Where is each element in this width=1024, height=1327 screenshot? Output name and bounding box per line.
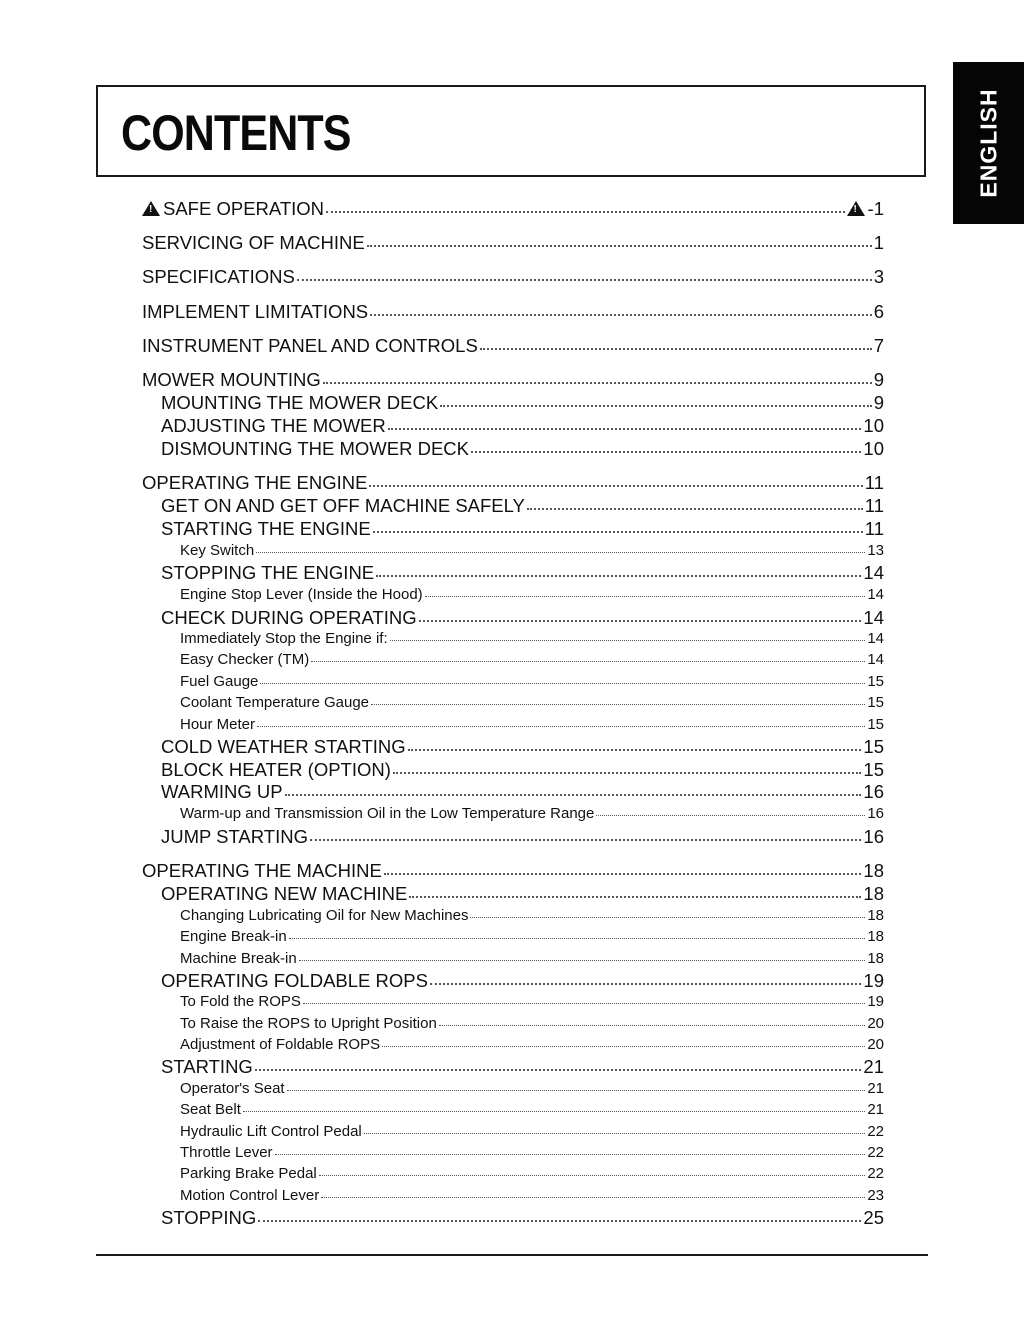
toc-entry[interactable] xyxy=(142,907,884,924)
toc-entry-text: SPECIFICATIONS xyxy=(142,266,295,287)
toc-page-number xyxy=(865,518,884,540)
toc-page-text: 11 xyxy=(864,495,884,516)
toc-entry[interactable] xyxy=(142,1207,884,1229)
toc-page-number xyxy=(867,630,884,647)
toc-page-text: 18 xyxy=(863,883,884,904)
toc-page-number xyxy=(867,1101,884,1118)
toc-entry-label xyxy=(180,805,594,822)
toc-entry-text: DISMOUNTING THE MOWER DECK xyxy=(161,438,469,459)
toc-entry-label xyxy=(161,736,406,758)
dot-leader xyxy=(243,1111,865,1112)
toc-entry-label xyxy=(142,860,382,882)
toc-page-number xyxy=(847,198,884,220)
toc-entry-text: MOUNTING THE MOWER DECK xyxy=(161,392,439,413)
dot-leader xyxy=(527,508,863,510)
toc-entry-label xyxy=(180,716,255,733)
toc-page-text: 16 xyxy=(867,805,884,822)
toc-page-text: 19 xyxy=(867,993,884,1010)
toc-entry-text: BLOCK HEATER (OPTION) xyxy=(161,759,391,780)
toc-entry-text: OPERATING FOLDABLE ROPS xyxy=(161,970,428,991)
toc-entry-label xyxy=(180,928,287,945)
dot-leader xyxy=(260,683,865,684)
dot-leader xyxy=(285,794,862,796)
toc-page-text: 11 xyxy=(864,518,884,539)
dot-leader xyxy=(256,552,865,553)
dot-leader xyxy=(471,451,861,453)
toc-entry-text: To Raise the ROPS to Upright Position xyxy=(180,1015,437,1032)
toc-entry[interactable] xyxy=(142,883,884,905)
toc-page-number xyxy=(867,928,884,945)
toc-entry[interactable] xyxy=(142,392,884,414)
dot-leader xyxy=(257,726,865,727)
toc-entry-label xyxy=(161,562,374,584)
dot-leader xyxy=(321,1197,865,1198)
toc-entry-label xyxy=(161,781,283,803)
dot-leader xyxy=(319,1175,866,1176)
toc-page-text: 22 xyxy=(867,1123,884,1140)
toc-page-number xyxy=(867,694,884,711)
toc-entry[interactable] xyxy=(142,198,884,220)
toc-entry[interactable] xyxy=(142,950,884,967)
toc-page-text: 20 xyxy=(867,1015,884,1032)
toc-entry[interactable] xyxy=(142,970,884,992)
toc-page-text: 15 xyxy=(863,736,884,757)
toc-page-number xyxy=(867,716,884,733)
toc-entry-text: To Fold the ROPS xyxy=(180,993,301,1010)
toc-entry-label xyxy=(161,392,438,414)
toc-page-text: 18 xyxy=(863,860,884,881)
toc-entry[interactable] xyxy=(142,369,884,391)
toc-entry[interactable] xyxy=(142,1080,884,1097)
dot-leader xyxy=(408,749,862,751)
toc-page-text: 18 xyxy=(867,928,884,945)
toc-entry-text: Seat Belt xyxy=(180,1101,241,1118)
dot-leader xyxy=(297,279,872,281)
toc-entry-label xyxy=(180,907,468,924)
dot-leader xyxy=(255,1069,862,1071)
toc-entry-label xyxy=(180,993,301,1010)
toc-entry-label xyxy=(180,1036,380,1053)
toc-entry[interactable] xyxy=(142,993,884,1010)
toc-entry[interactable] xyxy=(142,805,884,822)
toc-page-number xyxy=(863,826,884,848)
toc-page-text: 9 xyxy=(873,392,884,413)
toc-entry-text: OPERATING THE ENGINE xyxy=(142,472,368,493)
toc-page-number xyxy=(865,472,884,494)
toc-entry[interactable] xyxy=(142,607,884,629)
toc-entry-text: JUMP STARTING xyxy=(161,826,308,847)
toc-page-text: 23 xyxy=(867,1187,884,1204)
toc-entry-label xyxy=(161,518,371,540)
toc-entry-text: Hydraulic Lift Control Pedal xyxy=(180,1123,362,1140)
toc-page-text: 15 xyxy=(867,694,884,711)
dot-leader xyxy=(470,917,865,918)
toc-entry-text: Throttle Lever xyxy=(180,1144,273,1161)
toc-entry-label xyxy=(142,198,324,220)
toc-entry-text: WARMING UP xyxy=(161,781,283,802)
dot-leader xyxy=(440,405,872,407)
toc-page-text: 14 xyxy=(867,651,884,668)
toc-page-text: 15 xyxy=(867,716,884,733)
toc-entry-label xyxy=(161,495,525,517)
toc-page-text: 21 xyxy=(867,1080,884,1097)
toc-entry[interactable] xyxy=(142,518,884,540)
toc-page-text: 7 xyxy=(873,335,884,356)
toc-page-text: 18 xyxy=(867,950,884,967)
toc-page-number xyxy=(867,1015,884,1032)
toc-page-text: 16 xyxy=(863,826,884,847)
dot-leader xyxy=(393,772,862,774)
toc-entry[interactable] xyxy=(142,415,884,437)
toc-entry-label xyxy=(180,1144,273,1161)
toc-page-number xyxy=(874,335,884,357)
toc-entry-text: SAFE OPERATION xyxy=(163,198,325,219)
toc-page-number xyxy=(863,883,884,905)
toc-entry[interactable] xyxy=(142,1101,884,1118)
toc-entry-label xyxy=(180,1187,319,1204)
toc-page-text: 13 xyxy=(867,542,884,559)
toc-page-number xyxy=(863,415,884,437)
toc-entry[interactable] xyxy=(142,1036,884,1053)
toc-entry[interactable] xyxy=(142,495,884,517)
dot-leader xyxy=(303,1003,865,1004)
toc-page-text: 3 xyxy=(873,266,884,287)
dot-leader xyxy=(369,485,862,487)
toc-page-number xyxy=(867,950,884,967)
dot-leader xyxy=(275,1154,866,1155)
toc-entry[interactable] xyxy=(142,860,884,882)
toc-page-text: 9 xyxy=(873,369,884,390)
toc-entry[interactable] xyxy=(142,232,884,254)
toc-entry[interactable] xyxy=(142,1187,884,1204)
toc-entry-label xyxy=(161,415,386,437)
toc-entry-text: Hour Meter xyxy=(180,716,256,733)
toc-entry-label xyxy=(180,651,309,668)
toc-page-text: 22 xyxy=(867,1144,884,1161)
toc-page-number xyxy=(867,805,884,822)
warning-triangle-icon xyxy=(847,201,865,216)
toc-entry-label xyxy=(161,607,417,629)
toc-page-text: 19 xyxy=(863,970,884,991)
toc-entry-label xyxy=(180,586,423,603)
toc-entry-label xyxy=(142,369,321,391)
toc-page-text: 16 xyxy=(863,781,884,802)
toc-entry-text: Immediately Stop the Engine if: xyxy=(180,630,388,647)
toc-page-number xyxy=(867,1123,884,1140)
dot-leader xyxy=(430,983,861,985)
toc-page-number xyxy=(863,860,884,882)
toc-entry-label xyxy=(161,970,428,992)
toc-entry[interactable] xyxy=(142,1165,884,1182)
toc-page-text: 6 xyxy=(873,301,884,322)
toc-entry-label xyxy=(142,335,478,357)
toc-page-text: 20 xyxy=(867,1036,884,1053)
toc-page-number xyxy=(867,586,884,603)
toc-page-text: 18 xyxy=(867,907,884,924)
dot-leader xyxy=(310,839,861,841)
toc-entry[interactable] xyxy=(142,266,884,288)
toc-page-number xyxy=(867,1036,884,1053)
toc-entry[interactable] xyxy=(142,301,884,323)
toc-entry-text: Fuel Gauge xyxy=(180,673,259,690)
dot-leader xyxy=(370,314,872,316)
toc-entry-label xyxy=(180,1015,437,1032)
toc-entry-text: Adjustment of Foldable ROPS xyxy=(180,1036,381,1053)
toc-page-text: 14 xyxy=(863,562,884,583)
dot-leader xyxy=(390,640,866,641)
toc-page-number xyxy=(867,1165,884,1182)
toc-entry-text: Coolant Temperature Gauge xyxy=(180,694,370,711)
toc-page-number xyxy=(867,1080,884,1097)
toc-entry-label xyxy=(161,1056,253,1078)
toc-page-number xyxy=(863,438,884,460)
dot-leader xyxy=(388,428,862,430)
toc-page-text: 10 xyxy=(863,415,884,436)
toc-page-number xyxy=(863,781,884,803)
dot-leader xyxy=(419,620,862,622)
dot-leader xyxy=(287,1090,866,1091)
toc-entry-label xyxy=(180,694,369,711)
dot-leader xyxy=(289,938,866,939)
toc-entry-label xyxy=(161,826,308,848)
toc-entry-label xyxy=(180,1101,241,1118)
toc-entry-label xyxy=(142,301,368,323)
toc-page-number xyxy=(863,759,884,781)
toc-page-text: 10 xyxy=(863,438,884,459)
toc-entry[interactable] xyxy=(142,759,884,781)
toc-entry-text: CHECK DURING OPERATING xyxy=(161,607,417,628)
page-title: CONTENTS xyxy=(121,105,351,161)
dot-leader xyxy=(311,661,865,662)
toc-entry-label xyxy=(161,438,469,460)
footer-divider xyxy=(96,1254,928,1256)
toc-page-number xyxy=(867,651,884,668)
toc-page-number xyxy=(863,1207,884,1229)
toc-entry-text: ADJUSTING THE MOWER xyxy=(161,415,386,436)
toc-page-text: -1 xyxy=(867,198,884,219)
toc-entry-text: STOPPING xyxy=(161,1207,257,1228)
toc-entry[interactable] xyxy=(142,928,884,945)
toc-entry[interactable] xyxy=(142,472,884,494)
toc-entry-label xyxy=(180,673,258,690)
toc-entry[interactable] xyxy=(142,716,884,733)
toc-entry-label xyxy=(180,950,297,967)
toc-entry-text: Motion Control Lever xyxy=(180,1187,320,1204)
toc-entry-label xyxy=(142,266,295,288)
dot-leader xyxy=(258,1220,861,1222)
dot-leader xyxy=(371,704,865,705)
toc-page-number xyxy=(863,1056,884,1078)
toc-page-number xyxy=(863,736,884,758)
toc-entry-text: MOWER MOUNTING xyxy=(142,369,321,390)
dot-leader xyxy=(480,348,872,350)
dot-leader xyxy=(326,211,845,213)
toc-page-number xyxy=(867,993,884,1010)
toc-entry-text: STARTING xyxy=(161,1056,253,1077)
toc-entry-label xyxy=(142,472,367,494)
toc-entry[interactable] xyxy=(142,694,884,711)
dot-leader xyxy=(596,815,865,816)
toc-entry[interactable] xyxy=(142,586,884,603)
toc-entry-label xyxy=(180,542,254,559)
toc-entry[interactable] xyxy=(142,335,884,357)
dot-leader xyxy=(299,960,866,961)
toc-page-text: 1 xyxy=(873,232,884,253)
toc-page-text: 21 xyxy=(867,1101,884,1118)
dot-leader xyxy=(367,245,872,247)
toc-page-number xyxy=(867,1187,884,1204)
toc-page-text: 22 xyxy=(867,1165,884,1182)
toc-entry-text: SERVICING OF MACHINE xyxy=(142,232,365,253)
toc-entry-text: IMPLEMENT LIMITATIONS xyxy=(142,301,369,322)
toc-entry-text: Operator's Seat xyxy=(180,1080,285,1097)
toc-page-number xyxy=(867,542,884,559)
language-tab xyxy=(953,62,1024,224)
toc-entry-label xyxy=(180,630,388,647)
language-tab-label: ENGLISH xyxy=(975,88,1001,198)
toc-entry-label xyxy=(161,883,407,905)
toc-page-text: 15 xyxy=(863,759,884,780)
toc-entry[interactable] xyxy=(142,562,884,584)
toc-entry-text: GET ON AND GET OFF MACHINE SAFELY xyxy=(161,495,525,516)
dot-leader xyxy=(382,1046,865,1047)
toc-page-number xyxy=(874,369,884,391)
toc-entry[interactable] xyxy=(142,651,884,668)
toc-page-number xyxy=(874,392,884,414)
toc-entry[interactable] xyxy=(142,438,884,460)
toc-entry-label xyxy=(161,1207,256,1229)
toc-entry-label xyxy=(180,1165,317,1182)
toc-page-number xyxy=(874,266,884,288)
toc-page-number xyxy=(865,495,884,517)
toc-entry-text: Changing Lubricating Oil for New Machines xyxy=(180,907,469,924)
toc-entry-text: Machine Break-in xyxy=(180,950,297,967)
toc-entry-label xyxy=(142,232,365,254)
toc-entry-text: INSTRUMENT PANEL AND CONTROLS xyxy=(142,335,478,356)
toc-entry-label xyxy=(180,1123,362,1140)
toc-page-text: 21 xyxy=(863,1056,884,1077)
dot-leader xyxy=(439,1025,866,1026)
dot-leader xyxy=(384,873,862,875)
toc-entry-text: OPERATING NEW MACHINE xyxy=(161,883,408,904)
toc-entry-text: Parking Brake Pedal xyxy=(180,1165,317,1182)
toc-page-number xyxy=(863,607,884,629)
toc-page-number xyxy=(863,970,884,992)
toc-entry-label xyxy=(180,1080,285,1097)
toc-page-text: 25 xyxy=(863,1207,884,1228)
toc-page-text: 14 xyxy=(863,607,884,628)
dot-leader xyxy=(409,896,861,898)
toc-page-number xyxy=(867,673,884,690)
toc-page-text: 14 xyxy=(867,586,884,603)
toc-page-number xyxy=(867,1144,884,1161)
toc-entry-text: Engine Break-in xyxy=(180,928,287,945)
toc-page-number xyxy=(867,907,884,924)
dot-leader xyxy=(364,1133,866,1134)
dot-leader xyxy=(373,531,863,533)
toc-entry-text: Warm-up and Transmission Oil in the Low Temperature Range xyxy=(180,805,595,822)
dot-leader xyxy=(323,382,872,384)
toc-entry[interactable] xyxy=(142,630,884,647)
toc-entry[interactable] xyxy=(142,781,884,803)
toc-entry[interactable] xyxy=(142,1123,884,1140)
toc-page-text: 11 xyxy=(864,472,884,493)
toc-entry[interactable] xyxy=(142,673,884,690)
toc-entry-text: Key Switch xyxy=(180,542,255,559)
toc-page-number xyxy=(863,562,884,584)
toc-entry-label xyxy=(161,759,391,781)
toc-entry[interactable] xyxy=(142,1015,884,1032)
toc-entry[interactable] xyxy=(142,1056,884,1078)
toc-page-number xyxy=(874,232,884,254)
contents-title-box xyxy=(96,85,926,177)
toc-entry[interactable] xyxy=(142,1144,884,1161)
toc-entry-text: COLD WEATHER STARTING xyxy=(161,736,406,757)
toc-entry-text: STOPPING THE ENGINE xyxy=(161,562,375,583)
dot-leader xyxy=(425,596,866,597)
toc-entry[interactable] xyxy=(142,736,884,758)
toc-entry[interactable] xyxy=(142,826,884,848)
toc-page-text: 14 xyxy=(867,630,884,647)
dot-leader xyxy=(376,575,861,577)
toc-page-text: 15 xyxy=(867,673,884,690)
toc-entry-text: Easy Checker (TM) xyxy=(180,651,310,668)
toc-entry-text: STARTING THE ENGINE xyxy=(161,518,371,539)
toc-entry-text: OPERATING THE MACHINE xyxy=(142,860,382,881)
warning-triangle-icon xyxy=(142,201,160,216)
toc-entry-text: Engine Stop Lever (Inside the Hood) xyxy=(180,586,423,603)
toc-entry[interactable] xyxy=(142,542,884,559)
toc-page-number xyxy=(874,301,884,323)
